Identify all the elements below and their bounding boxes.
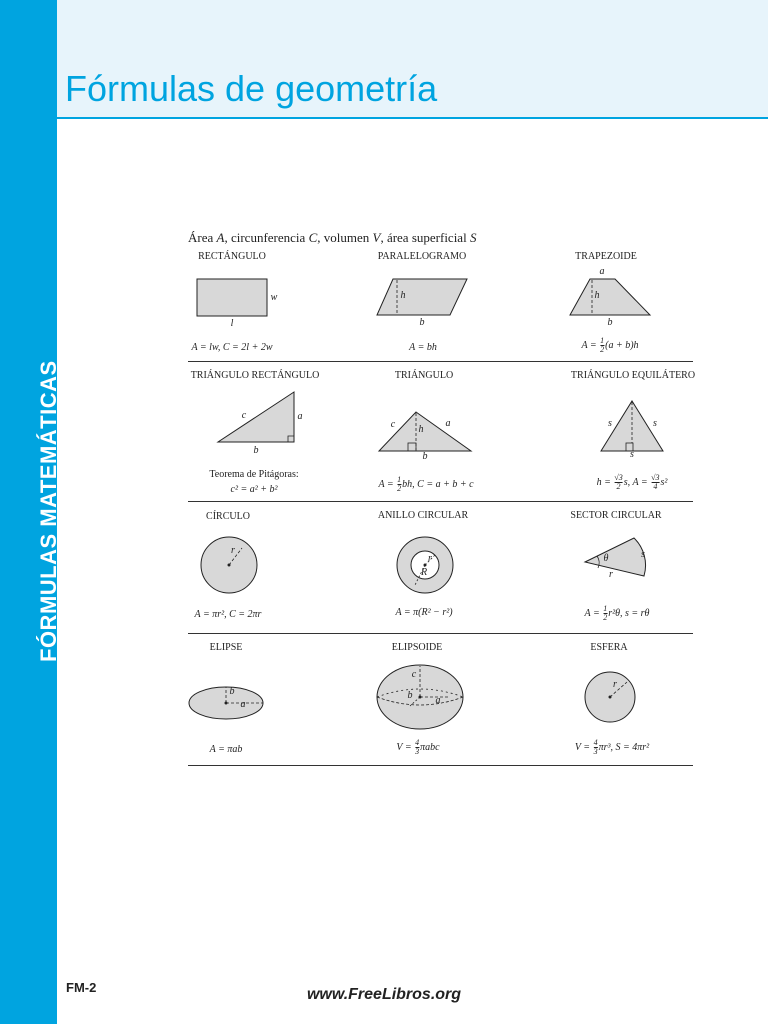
trapezoid-b: b (607, 317, 613, 328)
annulus-label: ANILLO CIRCULAR (377, 510, 469, 521)
parallelogram-label: PARALELOGRAMO (377, 251, 467, 262)
annulus-R: R (420, 567, 428, 578)
right-triangle-a: a (297, 411, 303, 422)
intro-text: Área A, circunferencia C, volumen V, área superficial S (188, 230, 477, 245)
divider (188, 765, 693, 766)
sphere-label: ESFERA (590, 642, 628, 653)
parallelogram-formula: A = bh (409, 342, 437, 353)
ellipsoid-a: a (435, 695, 441, 706)
site-link[interactable]: www.FreeLibros.org (306, 986, 462, 1003)
trapezoid-label: TRAPEZOIDE (575, 251, 637, 262)
equilateral-formula: h = $\frac{√3}{2}$ s, A = $\frac{√3}{4}$ s² (596, 473, 668, 491)
ellipse-a: a (240, 699, 246, 710)
sidebar-label: FÓRMULAS MATEMÁTICAS (36, 360, 61, 662)
equilateral-label: TRIÁNGULO EQUILÁTERO (570, 370, 696, 381)
pythagorean-formula: c² = a² + b² (230, 484, 278, 495)
annulus-formula: A = π(R² − r²) (395, 607, 453, 618)
rectangle-shape (197, 279, 267, 316)
right-triangle-b: b (253, 445, 259, 456)
page-title: Fórmulas de geometría (65, 68, 438, 109)
parallelogram-shape (377, 279, 467, 315)
sector-theta: θ (603, 553, 609, 564)
ellipse-label: ELIPSE (209, 642, 243, 653)
ellipsoid-b: b (407, 690, 413, 701)
ellipse-formula: A = πab (209, 744, 243, 755)
triangle-a: a (445, 418, 451, 429)
triangle-label: TRIÁNGULO (394, 370, 454, 381)
sector-label: SECTOR CIRCULAR (570, 510, 662, 521)
divider (188, 361, 693, 362)
ellipsoid-c: c (411, 669, 417, 680)
sphere-r: r (613, 679, 617, 690)
rectangle-label: RECTÁNGULO (198, 251, 266, 262)
rectangle-formula: A = lw, C = 2l + 2w (191, 342, 273, 353)
triangle-c: c (390, 419, 396, 430)
rectangle-w: w (270, 292, 278, 303)
equilateral-s-right: s (653, 418, 657, 429)
right-triangle-shape (218, 392, 294, 442)
equilateral-s-base: s (630, 449, 634, 460)
ellipsoid-label: ELIPSOIDE (391, 642, 443, 653)
circle-label: CÍRCULO (206, 511, 250, 522)
divider (188, 501, 693, 502)
circle-formula: A = πr², C = 2πr (194, 609, 262, 620)
ellipse-b: b (229, 686, 235, 697)
annulus-r: r (428, 553, 432, 564)
parallelogram-b: b (419, 317, 425, 328)
triangle-h: h (418, 424, 424, 435)
parallelogram-h: h (400, 290, 406, 301)
triangle-formula: A = $\frac{1}{2}$ bh, C = a + b + c (378, 475, 474, 493)
circle-r: r (231, 545, 235, 556)
pythagorean-label: Teorema de Pitágoras: (209, 469, 299, 480)
trapezoid-formula: A = $\frac{1}{2}$ (a + b)h (581, 336, 639, 354)
divider (188, 633, 693, 634)
triangle-b: b (422, 451, 428, 462)
trapezoid-a: a (599, 266, 605, 277)
sector-shape (585, 538, 646, 576)
right-triangle-label: TRIÁNGULO RECTÁNGULO (190, 370, 320, 381)
right-triangle-c: c (241, 410, 247, 421)
sector-formula: A = $\frac{1}{2}$ r²θ, s = rθ (584, 604, 650, 622)
ellipsoid-formula: V = $\frac{4}{3}$ πabc (396, 738, 440, 756)
rectangle-l: l (230, 318, 234, 329)
sector-s: s (641, 549, 645, 560)
page-number: FM-2 (66, 980, 97, 995)
trapezoid-shape (570, 279, 650, 315)
triangle-shape (379, 412, 471, 451)
equilateral-s-left: s (608, 418, 612, 429)
trapezoid-h: h (594, 290, 600, 301)
sphere-formula: V = $\frac{4}{3}$ πr³, S = 4πr² (574, 738, 650, 756)
sector-r: r (609, 569, 613, 580)
